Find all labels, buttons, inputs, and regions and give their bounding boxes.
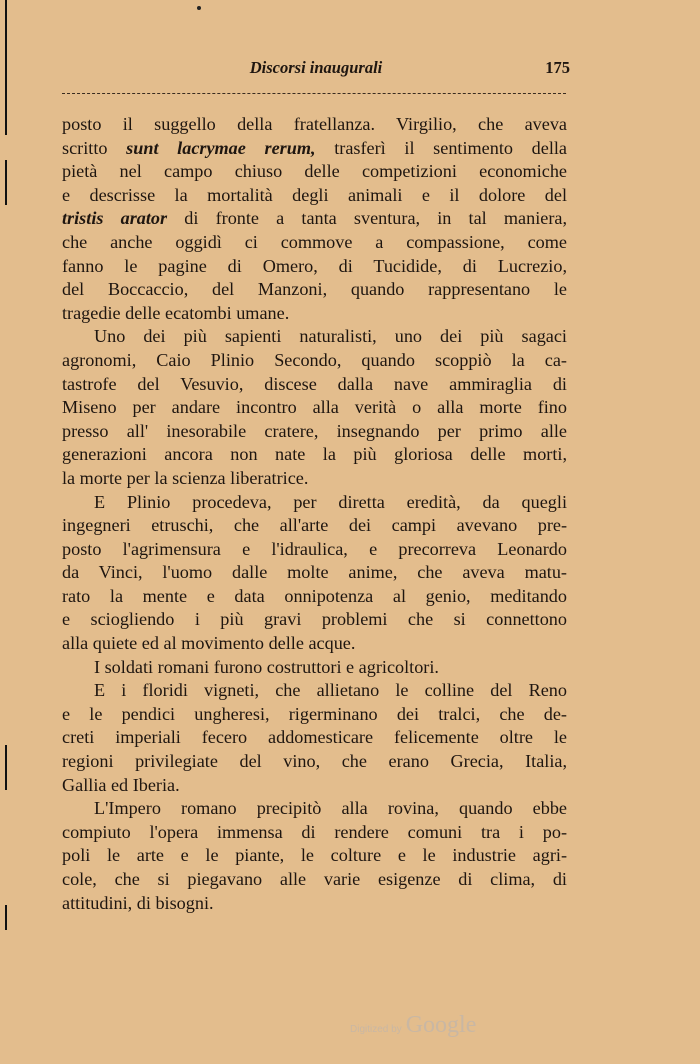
watermark-logo: Google [405, 1012, 477, 1038]
text-line [62, 137, 567, 161]
text-segment: tragedie delle ecatombi umane. [62, 302, 290, 323]
text-segment: E i floridi vigneti, che allietano le colline del Reno [94, 680, 567, 701]
text-line [62, 231, 567, 255]
text-segment: la morte per la scienza liberatrice. [62, 467, 309, 488]
text-segment: E Plinio procedeva, per diretta eredità, da quegli [94, 491, 567, 512]
text-segment: creti imperiali fecero addomesticare felicemente oltre le [62, 727, 567, 748]
text-line [62, 868, 567, 892]
google-watermark [350, 1012, 476, 1039]
text-line [62, 373, 567, 397]
scan-edge-mark [5, 160, 7, 205]
text-segment: che anche oggidì ci commove a compassione, come [62, 231, 567, 252]
text-segment: attitudini, di bisogni. [62, 892, 214, 913]
text-line [62, 703, 567, 727]
text-line [62, 160, 567, 184]
text-segment: Uno dei più sapienti naturalisti, uno dei più sagaci [94, 326, 567, 347]
scan-speck [197, 6, 201, 10]
text-line [62, 892, 567, 916]
text-line [62, 608, 567, 632]
text-line [62, 396, 567, 420]
text-line [62, 514, 567, 538]
text-segment: posto il suggello della fratellanza. Virgilio, che aveva [62, 114, 567, 134]
italic-phrase: sunt lacrymae rerum, [126, 137, 316, 158]
text-line [62, 821, 567, 845]
scan-edge-mark [5, 0, 7, 135]
text-segment: fanno le pagine di Omero, di Tucidide, di Lucrezio, [62, 255, 567, 276]
text-line [62, 632, 567, 656]
text-segment: generazioni ancora non nate la più gloriosa delle morti, [62, 444, 567, 465]
text-line [62, 113, 567, 137]
text-segment: compiuto l'opera immensa di rendere comuni tra i po- [62, 821, 567, 842]
text-line [62, 561, 567, 585]
text-segment: di fronte a tanta sventura, in tal maniera, [167, 208, 568, 229]
text-segment: Gallia ed Iberia. [62, 774, 180, 795]
text-segment: agronomi, Caio Plinio Secondo, quando scoppiò la ca- [62, 349, 567, 370]
text-segment: pietà nel campo chiuso delle competizioni economiche [62, 161, 567, 182]
text-line [62, 750, 567, 774]
text-line [62, 774, 567, 798]
text-segment: rato la mente e data onnipotenza al genio, meditando [62, 585, 567, 606]
text-segment: e descrisse la mortalità degli animali e il dolore del [62, 184, 567, 205]
text-segment: da Vinci, l'uomo dalle molte anime, che aveva matu- [62, 562, 567, 583]
text-line [62, 538, 567, 562]
text-line [62, 420, 567, 444]
text-line [62, 443, 567, 467]
page-number: 175 [545, 58, 570, 77]
text-segment: e sciogliendo i più gravi problemi che si connettono [62, 609, 567, 630]
text-line [62, 585, 567, 609]
italic-phrase: tristis arator [62, 208, 168, 229]
body-text [62, 113, 567, 915]
text-segment: e le pendici ungheresi, rigerminano dei tralci, che de- [62, 703, 567, 724]
text-line [62, 184, 567, 208]
text-segment: posto l'agrimensura e l'idraulica, e precorreva Leonardo [62, 538, 567, 559]
header-rule [62, 93, 566, 94]
text-line [62, 491, 567, 515]
text-line [62, 325, 567, 349]
text-line [62, 797, 567, 821]
text-segment: regioni privilegiate del vino, che erano Grecia, Italia, [62, 751, 567, 772]
text-segment: L'Impero romano precipitò alla rovina, quando ebbe [94, 798, 567, 819]
text-segment: tastrofe del Vesuvio, discese dalla nave ammiraglia di [62, 373, 567, 394]
text-segment: scritto [62, 137, 127, 158]
text-line [62, 726, 567, 750]
text-line [62, 255, 567, 279]
page-header [62, 58, 570, 82]
text-segment: alla quiete ed al movimento delle acque. [62, 633, 356, 654]
scan-edge-mark [5, 905, 7, 930]
text-line [62, 207, 567, 231]
text-line [62, 467, 567, 491]
text-segment: poli le arte e le piante, le colture e le industrie agri- [62, 845, 567, 866]
text-line [62, 349, 567, 373]
text-segment: I soldati romani furono costruttori e agricoltori. [94, 656, 439, 677]
text-segment: Miseno per andare incontro alla verità o alla morte fino [62, 397, 567, 418]
scan-edge-mark [5, 745, 7, 790]
text-line [62, 844, 567, 868]
text-line [62, 656, 567, 680]
text-segment: cole, che si piegavano alle varie esigenze di clima, di [62, 869, 567, 889]
text-segment: trasferì il sentimento della [315, 137, 567, 158]
text-line [62, 679, 567, 703]
watermark-small: Digitized by [350, 1024, 402, 1035]
text-segment: ingegneri etruschi, che all'arte dei campi avevano pre- [62, 515, 567, 536]
running-title: Discorsi inaugurali [249, 58, 383, 77]
text-line [62, 302, 567, 326]
text-segment: presso all' inesorabile cratere, insegnando per primo alle [62, 420, 567, 441]
text-segment: del Boccaccio, del Manzoni, quando rappresentano le [62, 279, 567, 300]
text-line [62, 278, 567, 302]
